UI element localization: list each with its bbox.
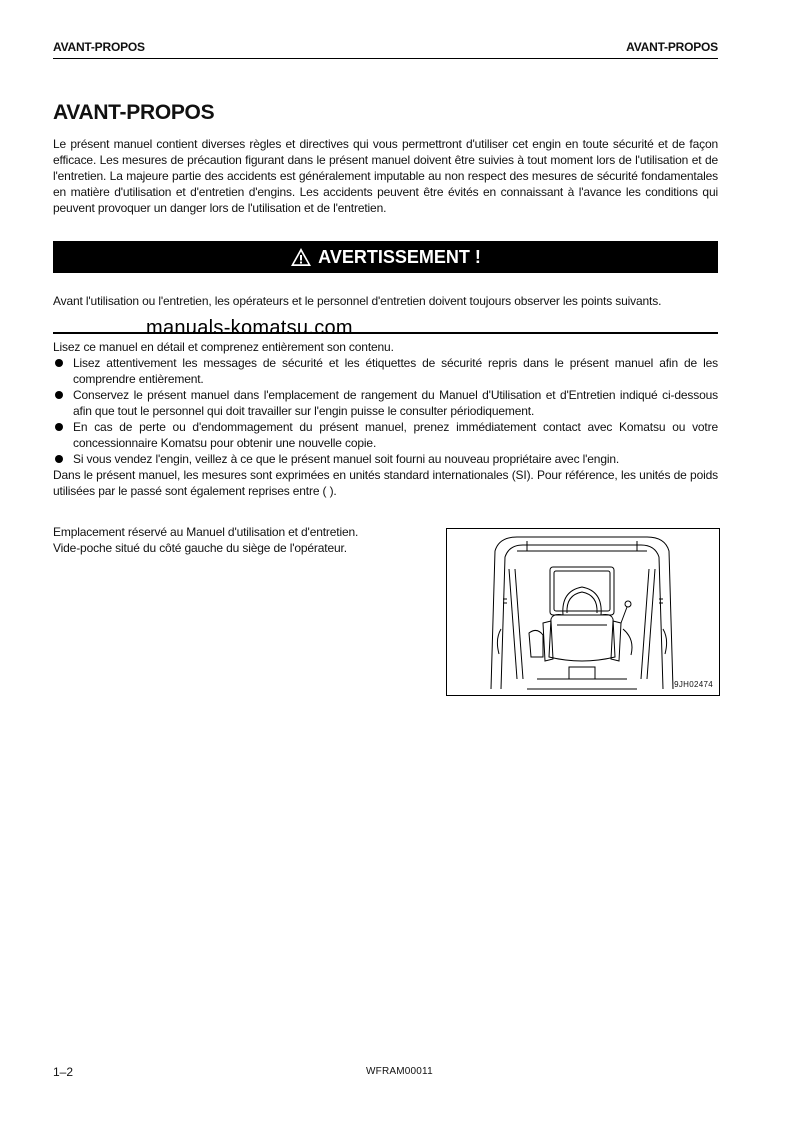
page-header	[53, 38, 718, 59]
page-title: AVANT-PROPOS	[53, 101, 215, 124]
document-code: WFRAM00011	[366, 1066, 433, 1077]
bullet-icon	[55, 359, 63, 367]
header-left: AVANT-PROPOS	[53, 40, 145, 54]
read-manual-text: Lisez ce manuel en détail et comprenez entièrement son contenu.	[53, 340, 394, 354]
bullet-list	[53, 355, 718, 467]
units-paragraph: Dans le présent manuel, les mesures sont exprimées en unités standard internationales (SI). Pour référence, les unités de poids utilisées par le passé sont également reprises entre ( ).	[53, 468, 718, 498]
list-item: Lisez attentivement les messages de sécurité et les étiquettes de sécurité repris dans le présent manuel afin de les comprendre entièrement.	[53, 355, 718, 387]
figure-code: 9JH02474	[674, 680, 713, 689]
operator-cab-drawing	[447, 529, 719, 695]
location-line-2: Vide-poche situé du côté gauche du siège de l'opérateur.	[53, 541, 347, 555]
bullet-icon	[55, 455, 63, 463]
list-item: Si vous vendez l'engin, veillez à ce que le présent manuel soit fourni au nouveau propriétaire avec l'engin.	[53, 451, 718, 467]
bullet-icon	[55, 391, 63, 399]
page-number: 1–2	[53, 1065, 74, 1079]
bullet-icon	[55, 423, 63, 431]
warning-label: AVERTISSEMENT !	[318, 246, 481, 267]
warning-text: Avant l'utilisation ou l'entretien, les opérateurs et le personnel d'entretien doivent toujours observer les points suivants.	[53, 294, 662, 308]
location-line-1: Emplacement réservé au Manuel d'utilisation et d'entretien.	[53, 525, 359, 539]
list-item: En cas de perte ou d'endommagement du présent manuel, prenez immédiatement contact avec Komatsu ou votre concessionnaire Komatsu pour obtenir une nouvelle copie.	[53, 419, 718, 451]
warning-triangle-icon	[290, 247, 312, 267]
intro-paragraph: Le présent manuel contient diverses règles et directives qui vous permettront d'utiliser cet engin en toute sécurité et de façon efficace. Les mesures de précaution figurant dans le présent manuel doivent être suivies à tout moment lors de l'utilisation et de l'entretien. La majeure partie des accidents est généralement imputable au non respect des mesures de sécurité fondamentales en matière d'utilisation et d'entretien d'engins. Les accidents peuvent être évités en connaissant à l'avance les conditions qui peuvent provoquer un danger lors de l'utilisation et de l'entretien.	[53, 137, 718, 215]
list-item: Conservez le présent manuel dans l'emplacement de rangement du Manuel d'Utilisation et d'Entretien indiqué ci-dessous afin que tout le personnel qui doit travailler sur l'engin puisse le consulter périodiquement.	[53, 387, 718, 419]
header-right: AVANT-PROPOS	[626, 40, 718, 54]
warning-banner	[53, 241, 718, 273]
cab-illustration	[446, 528, 720, 696]
warning-end-rule	[53, 332, 718, 334]
watermark: manuals-komatsu.com	[146, 317, 353, 339]
